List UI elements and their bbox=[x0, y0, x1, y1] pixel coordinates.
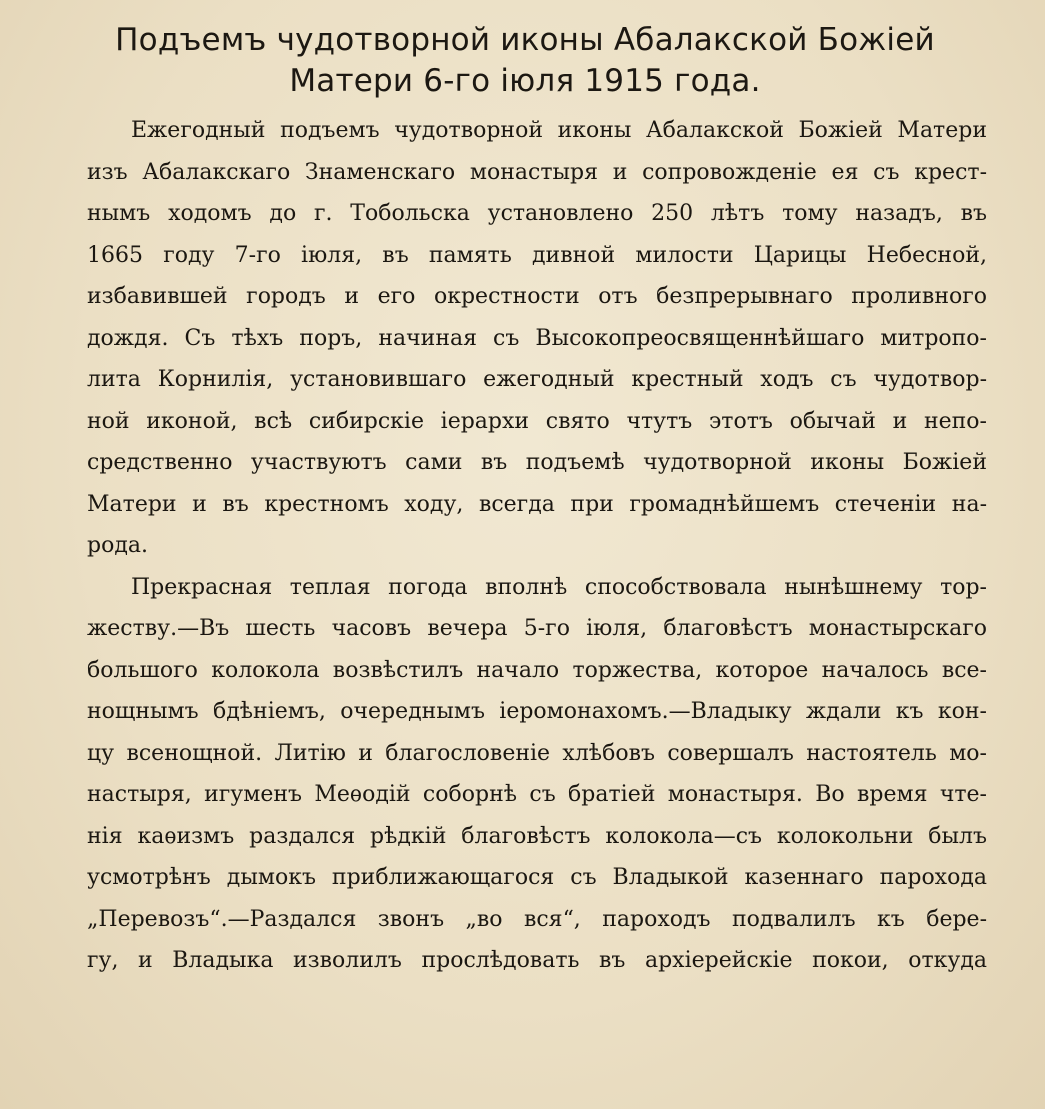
text-line: большого колокола возвѣстилъ начало торжества, которое началось все- bbox=[87, 658, 987, 683]
text-line: избавившей городъ и его окрестности отъ безпрерывнаго проливного bbox=[87, 284, 987, 309]
text-line: Ежегодный подъемъ чудотворной иконы Абалакской Божіей Матери bbox=[131, 118, 987, 143]
text-line: 1665 году 7-го іюля, въ память дивной милости Царицы Небесной, bbox=[87, 243, 987, 268]
text-line: нощнымъ бдѣніемъ, очереднымъ іеромонахомъ.—Владыку ждали къ кон- bbox=[87, 699, 987, 724]
text-line: нія каѳизмъ раздался рѣдкій благовѣстъ колокола—съ колокольни былъ bbox=[87, 824, 987, 849]
text-line: изъ Абалакскаго Знаменскаго монастыря и сопровожденіе ея съ крест- bbox=[87, 160, 987, 185]
text-line: ной иконой, всѣ сибирскіе іерархи свято чтутъ этотъ обычай и непо- bbox=[87, 409, 987, 434]
text-line: усмотрѣнъ дымокъ приближающагося съ Владыкой казеннаго парохода bbox=[87, 865, 987, 890]
text-line: лита Корнилія, установившаго ежегодный крестный ходъ съ чудотвор- bbox=[87, 367, 987, 392]
text-line: гу, и Владыка изволилъ прослѣдовать въ архіерейскіе покои, откуда bbox=[87, 948, 987, 973]
text-line: жеству.—Въ шесть часовъ вечера 5-го іюля, благовѣстъ монастырскаго bbox=[87, 616, 987, 641]
text-line: Прекрасная теплая погода вполнѣ способствовала нынѣшнему тор- bbox=[131, 575, 987, 600]
text-line: цу всенощной. Литію и благословеніе хлѣбовъ совершалъ настоятель мо- bbox=[87, 741, 987, 766]
text-line: дождя. Съ тѣхъ поръ, начиная съ Высокопреосвященнѣйшаго митропо- bbox=[87, 326, 987, 351]
text-line: рода. bbox=[87, 533, 148, 558]
document-title-line-1: Подъемъ чудотворной иконы Абалакской Божіей bbox=[115, 22, 935, 58]
text-line: нымъ ходомъ до г. Тобольска установлено 250 лѣтъ тому назадъ, въ bbox=[87, 201, 987, 226]
document-title-line-2: Матери 6-го іюля 1915 года. bbox=[289, 63, 761, 99]
text-line: настыря, игуменъ Меѳодій соборнѣ съ братіей монастыря. Во время чте- bbox=[87, 782, 987, 807]
text-line: Матери и въ крестномъ ходу, всегда при громаднѣйшемъ стеченіи на- bbox=[87, 492, 987, 517]
text-line: средственно участвуютъ сами въ подъемѣ чудотворной иконы Божіей bbox=[87, 450, 987, 475]
text-line: „Перевозъ“.—Раздался звонъ „во вся“, пароходъ подвалилъ къ бере- bbox=[87, 907, 987, 932]
